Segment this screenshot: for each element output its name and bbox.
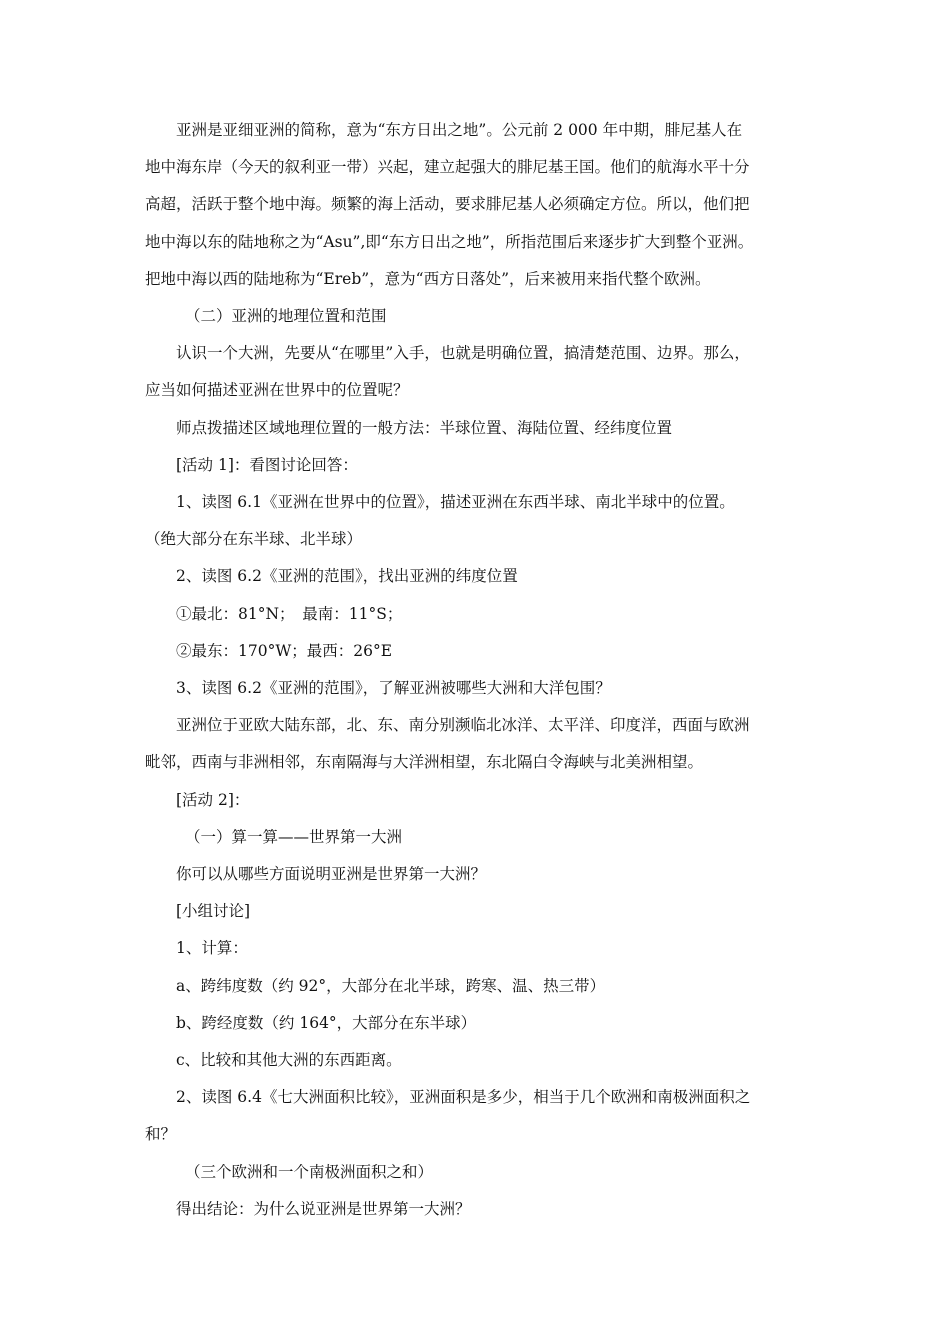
text-line: （绝大部分在东半球、北半球） (145, 530, 363, 549)
activity-heading: [活动 2]： (176, 790, 250, 809)
text-line: ②最东：170°W；最西：26°E (176, 641, 393, 660)
text-line: 2、读图 6.2《亚洲的范围》，找出亚洲的纬度位置 (176, 567, 518, 586)
text-line: 应当如何描述亚洲在世界中的位置呢？ (145, 381, 409, 400)
text-line: [小组讨论] (176, 902, 251, 921)
text-line: 亚洲是亚细亚洲的简称，意为“东方日出之地”。公元前 2 000 年中期，腓尼基人在 (176, 121, 743, 139)
text-line: a、跨纬度数（约 92°，大部分在北半球，跨寒、温、热三带） (176, 976, 606, 995)
text-line: 毗邻，西南与非洲相邻，东南隔海与大洋洲相望，东北隔白令海峡与北美洲相望。 (145, 753, 704, 772)
text-line: ①最北：81°N； 最南：11°S； (176, 604, 403, 623)
text-line: 2、读图 6.4《七大洲面积比较》，亚洲面积是多少，相当于几个欧洲和南极洲面积之 (176, 1088, 751, 1107)
text-line: 地中海以东的陆地称之为“Asu”,即“东方日出之地”，所指范围后来逐步扩大到整个亚洲。 (145, 232, 754, 251)
text-line: 高超，活跃于整个地中海。频繁的海上活动，要求腓尼基人必须确定方位。所以，他们把 (145, 195, 750, 214)
text-line: 3、读图 6.2《亚洲的范围》，了解亚洲被哪些大洲和大洋包围？ (176, 679, 611, 697)
text-line: 和？ (145, 1125, 177, 1144)
activity-heading: [活动 1]：看图讨论回答： (176, 455, 358, 474)
text-line: c、比较和其他大洲的东西距离。 (176, 1051, 402, 1069)
text-line: 亚洲位于亚欧大陆东部，北、东、南分别濒临北冰洋、太平洋、印度洋，西面与欧洲 (176, 716, 750, 735)
section-heading: （一）算一算——世界第一大洲 (185, 827, 403, 846)
text-line: b、跨经度数（约 164°，大部分在东半球） (176, 1013, 477, 1032)
text-line: 把地中海以西的陆地称为“Ereb”，意为“西方日落处”，后来被用来指代整个欧洲。 (145, 269, 711, 288)
text-line: 1、计算： (176, 939, 248, 958)
text-line: 师点拨描述区域地理位置的一般方法：半球位置、海陆位置、经纬度位置 (176, 418, 673, 437)
text-line: 1、读图 6.1《亚洲在世界中的位置》，描述亚洲在东西半球、南北半球中的位置。 (176, 493, 735, 511)
section-heading: （二）亚洲的地理位置和范围 (185, 307, 387, 325)
text-line: 认识一个大洲，先要从“在哪里”入手，也就是明确位置，搞清楚范围、边界。那么， (176, 344, 750, 363)
text-line: 得出结论：为什么说亚洲是世界第一大洲？ (176, 1199, 471, 1218)
text-line: 地中海东岸（今天的叙利亚一带）兴起，建立起强大的腓尼基王国。他们的航海水平十分 (145, 158, 750, 177)
text-line: （三个欧洲和一个南极洲面积之和） (185, 1162, 434, 1181)
text-line: 你可以从哪些方面说明亚洲是世界第一大洲？ (176, 865, 487, 883)
